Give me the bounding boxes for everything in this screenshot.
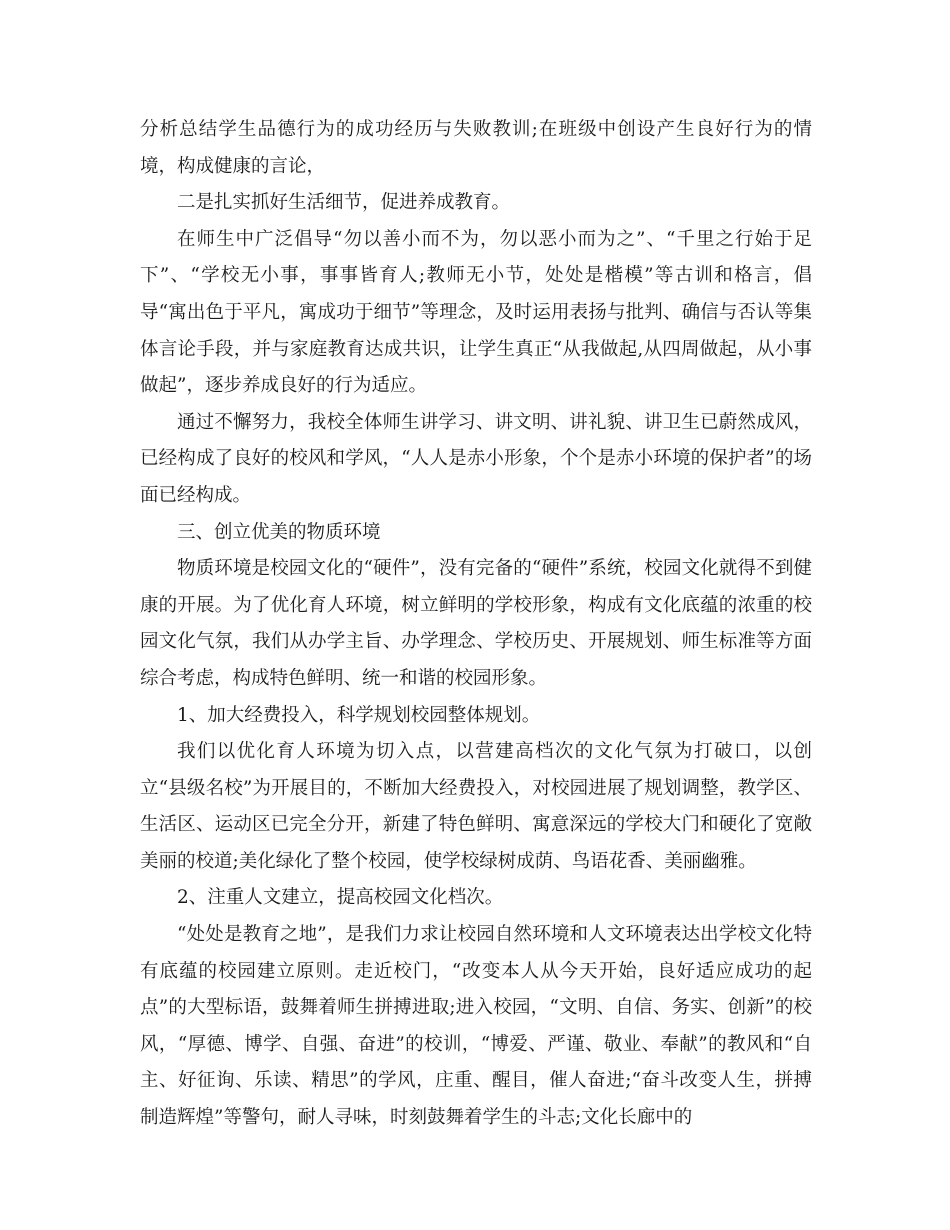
section-heading: 三、创立优美的物质环境 — [177, 521, 381, 543]
paragraph: 二是扎实抓好生活细节，促进养成教育。 — [177, 192, 511, 214]
paragraph: 分析总结学生品德行为的成功经历与失败教训;在班级中创设产生良好行为的情境，构成健康的言论， — [140, 119, 812, 177]
paragraph: 在师生中广泛倡导“勿以善小而不为，勿以恶小而为之”、“千里之行始于足下”、“学校无小事，事事皆育人;教师无小节，处处是楷模”等古训和格言，倡导“寓出色于平凡，寓成功于细节”等理念，及时运用表扬与批判、确信与否认等集体言论手段，并与家庭教育达成共识，让学生真正“从我做起,从四周做起，从小事做起”，逐步养成良好的行为适应。 — [140, 228, 812, 397]
subsection-heading: 2、注重人文建立，提高校园文化档次。 — [177, 887, 504, 909]
paragraph: 通过不懈努力，我校全体师生讲学习、讲文明、讲礼貌、讲卫生已蔚然成风，已经构成了良好的校风和学风，“人人是赤小形象，个个是赤小环境的保护者”的场面已经构成。 — [140, 411, 812, 506]
paragraph: 我们以优化育人环境为切入点，以营建高档次的文化气氛为打破口，以创立“县级名校”为开展目的，不断加大经费投入，对校园进展了规划调整，教学区、生活区、运动区已完全分开，新建了特色鲜明、寓意深远的学校大门和硬化了宽敞美丽的校道;美化绿化了整个校园，使学校绿树成荫、鸟语花香、美丽幽雅。 — [140, 741, 812, 872]
paragraph: 物质环境是校园文化的“硬件”，没有完备的“硬件”系统，校园文化就得不到健康的开展。为了优化育人环境，树立鲜明的学校形象，构成有文化底蕴的浓重的校园文化气氛，我们从办学主旨、办学理念、学校历史、开展规划、师生标准等方面综合考虑，构成特色鲜明、统一和谐的校园形象。 — [140, 558, 812, 689]
subsection-heading: 1、加大经费投入，科学规划校园整体规划。 — [177, 704, 541, 726]
document-body — [140, 112, 812, 1137]
paragraph: “处处是教育之地”，是我们力求让校园自然环境和人文环境表达出学校文化特有底蕴的校园建立原则。走近校门，“改变本人从今天开始，良好适应成功的起点”的大型标语，鼓舞着师生拼搏进取;进入校园，“文明、自信、务实、创新”的校风，“厚德、博学、自强、奋进”的校训，“博爱、严谨、敬业、奉献”的教风和“自主、好征询、乐读、精思”的学风，庄重、醒目，催人奋进;“奋斗改变人生，拼搏制造辉煌”等警句，耐人寻味，时刻鼓舞着学生的斗志;文化长廊中的 — [140, 924, 812, 1129]
